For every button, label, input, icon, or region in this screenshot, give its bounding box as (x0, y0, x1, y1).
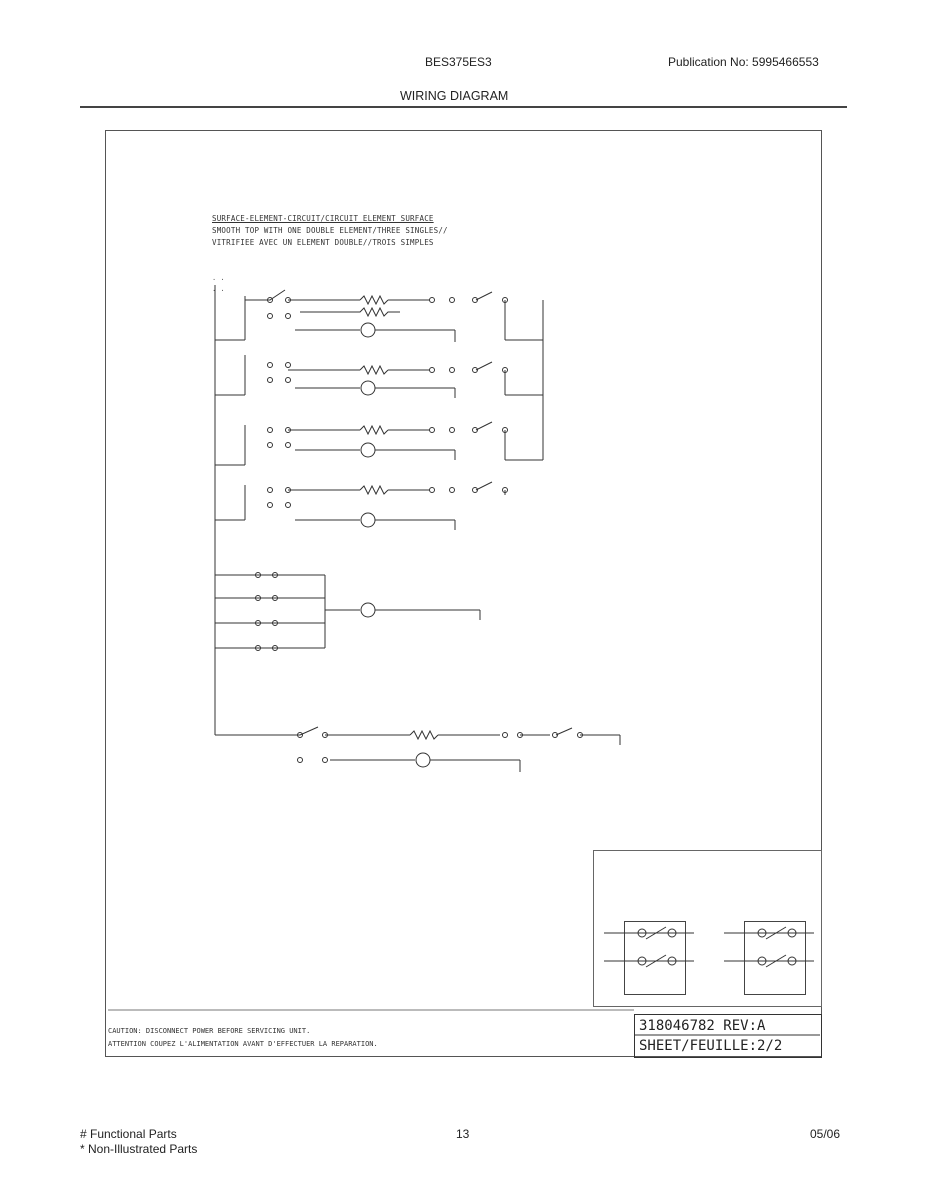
page-number: 13 (456, 1127, 470, 1141)
circuit-4 (215, 482, 508, 530)
wire-label-l2: · · (212, 287, 225, 295)
diagram-title-line-1: SURFACE-ELEMENT-CIRCUIT/CIRCUIT ELEMENT SURFACE (212, 214, 434, 223)
caution-line-fr: ATTENTION COUPEZ L'ALIMENTATION AVANT D'EFFECTUER LA REPARATION. (108, 1040, 378, 1048)
legend-functional-parts: # Functional Parts (80, 1127, 177, 1141)
circuit-2 (215, 355, 543, 398)
model-number: BES375ES3 (425, 55, 492, 69)
drawing-number-box (634, 1014, 822, 1058)
circuit-1 (215, 290, 543, 342)
limiter-inset (593, 850, 822, 1007)
publication-number: Publication No: 5995466553 (668, 55, 819, 69)
diagram-title-line-3: VITRIFIEE AVEC UN ELEMENT DOUBLE//TROIS SIMPLES (212, 238, 434, 247)
page-title: WIRING DIAGRAM (400, 89, 509, 103)
revision-date: 05/06 (810, 1127, 841, 1141)
drawing-number: 318046782 REV:A (639, 1018, 766, 1034)
warming-zone-circuit (215, 727, 620, 772)
caution-line-en: CAUTION: DISCONNECT POWER BEFORE SERVICING UNIT. (108, 1027, 311, 1035)
wire-label-l1: · · (212, 276, 225, 284)
diagram-title-line-2: SMOOTH TOP WITH ONE DOUBLE ELEMENT/THREE SINGLES// (212, 226, 448, 235)
indicator-switch-ladder (215, 573, 480, 651)
limiter-inset-schematic (594, 851, 821, 1006)
sheet-number: SHEET/FEUILLE:2/2 (639, 1038, 783, 1054)
circuit-3 (215, 422, 543, 465)
legend-non-illustrated-parts: * Non-Illustrated Parts (80, 1142, 198, 1156)
